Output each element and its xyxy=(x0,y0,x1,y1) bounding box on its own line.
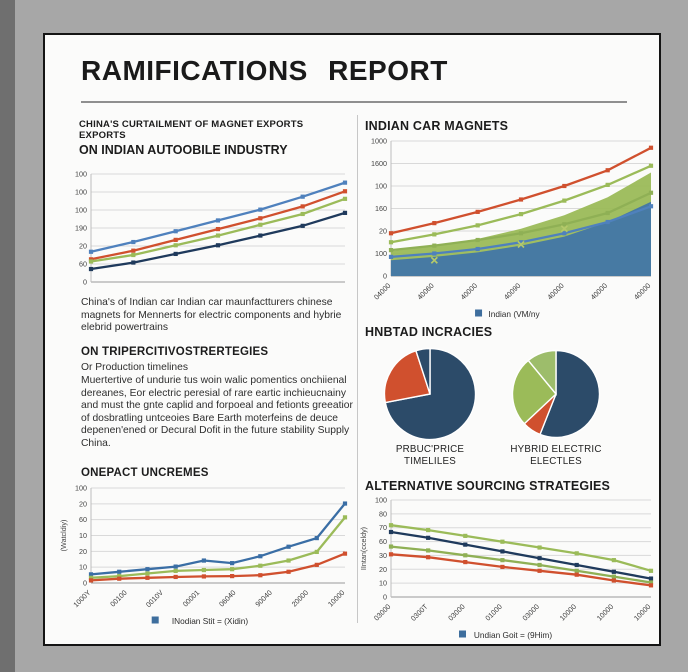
svg-text:100: 100 xyxy=(375,181,387,191)
svg-text:00100: 00100 xyxy=(108,588,129,609)
svg-text:00001: 00001 xyxy=(180,588,202,609)
svg-text:100: 100 xyxy=(75,187,87,197)
svg-text:60: 60 xyxy=(79,259,87,269)
page-title: RAMIFICATIONS REPORT xyxy=(81,55,448,86)
svg-text:80: 80 xyxy=(379,509,387,519)
svg-text:06040: 06040 xyxy=(217,588,238,609)
svg-text:60: 60 xyxy=(79,515,87,525)
svg-text:03000: 03000 xyxy=(371,602,393,623)
alternative-sourcing-chart xyxy=(359,494,659,642)
left-section2-heading: ON TRIPERCITIVOSTRERTEGIES xyxy=(81,346,269,358)
left-paragraph-2: Muertertive of undurie tus woin walic pomentics onchiienal dereanes, Eor electric peresial of rare eartic inchieucnainy and must the gnte caplid and forpoeal and fetionts greeatior of dosbratling untceoies Bare Earth moterfeins de deuce depenen'ened or Decural Dofit in the future stability Supply China. xyxy=(81,375,353,449)
svg-text:40000: 40000 xyxy=(545,281,566,302)
svg-text:40000: 40000 xyxy=(588,281,610,302)
svg-text:0: 0 xyxy=(383,271,387,281)
pie2-caption xyxy=(481,444,631,468)
left-section1-heading xyxy=(79,119,351,157)
svg-text:03000: 03000 xyxy=(520,602,541,623)
magnet-exports-impact-chart xyxy=(61,168,353,292)
pie2-caption-line2: ELECTLES xyxy=(530,456,582,468)
left-section1-line2: EXPORTS xyxy=(79,130,126,142)
svg-text:0: 0 xyxy=(83,277,87,287)
svg-text:01000: 01000 xyxy=(483,602,504,623)
svg-text:20000: 20000 xyxy=(289,588,311,609)
svg-text:20: 20 xyxy=(379,226,387,236)
svg-text:Undian Goit = (9Him): Undian Goit = (9Him) xyxy=(473,630,553,640)
right-section2-heading: HNBTAD INCRACIES xyxy=(365,325,493,339)
svg-text:10: 10 xyxy=(79,562,87,572)
svg-text:100: 100 xyxy=(75,483,87,493)
svg-text:160: 160 xyxy=(375,204,387,213)
onepact-uncremes-chart xyxy=(59,482,353,628)
svg-text:Indian (VM/ny: Indian (VM/ny xyxy=(488,309,540,319)
svg-text:1000: 1000 xyxy=(371,136,387,146)
svg-text:0: 0 xyxy=(83,578,87,588)
svg-text:10: 10 xyxy=(79,531,87,540)
title-divider xyxy=(81,101,627,103)
right-section3-heading: ALTERNATIVE SOURCING STRATEGIES xyxy=(365,479,611,493)
pie1-caption-line2: TIMELILES xyxy=(404,456,456,468)
svg-text:INodian Stit = (Xidin): INodian Stit = (Xidin) xyxy=(171,616,249,626)
svg-text:40060: 40060 xyxy=(415,281,436,302)
svg-text:100: 100 xyxy=(375,249,387,258)
report-page xyxy=(43,33,661,646)
background-left-strip xyxy=(0,0,15,672)
svg-text:40090: 40090 xyxy=(501,281,523,302)
svg-text:0300T: 0300T xyxy=(408,602,430,623)
svg-text:10000: 10000 xyxy=(325,588,347,609)
indian-car-magnets-chart xyxy=(361,135,659,321)
left-section1-line3: ON INDIAN AUTOOBILE INDUSTRY xyxy=(79,142,288,157)
svg-text:20: 20 xyxy=(79,499,87,509)
svg-text:10000: 10000 xyxy=(557,602,579,623)
svg-text:1000Y: 1000Y xyxy=(71,588,93,610)
svg-text:1600: 1600 xyxy=(371,159,387,168)
pie2-caption-line1: HYBRID ELECTRIC xyxy=(510,444,602,455)
left-section3-heading: ONEPACT UNCREMES xyxy=(81,467,209,479)
price-timelines-pie xyxy=(383,347,477,441)
svg-text:190: 190 xyxy=(75,223,87,233)
svg-text:04000: 04000 xyxy=(371,281,393,302)
svg-text:10000: 10000 xyxy=(594,602,616,623)
svg-text:(Watcldiy): (Watcldiy) xyxy=(59,519,68,552)
svg-text:40000: 40000 xyxy=(458,281,480,302)
svg-text:10000: 10000 xyxy=(631,602,653,623)
svg-text:20: 20 xyxy=(79,241,87,251)
svg-text:0: 0 xyxy=(383,592,387,602)
svg-text:60: 60 xyxy=(379,537,387,547)
svg-text:10: 10 xyxy=(379,578,387,588)
svg-text:IIntan(cceldy): IIntan(cceldy) xyxy=(359,526,368,571)
pie1-caption-line1: PRBUC'PRICE xyxy=(395,444,465,455)
svg-text:70: 70 xyxy=(379,523,387,533)
svg-text:03000: 03000 xyxy=(446,602,467,623)
left-paragraph-1: China's of Indian car Indian car maunfactturers chinese magnets for Mennerts for electric components and hybrie elebrid powertrains xyxy=(81,297,342,334)
right-section1-heading: INDIAN CAR MAGNETS xyxy=(365,119,509,133)
hybrid-electric-pie xyxy=(511,349,601,439)
left-paragraph-2-intro: Or Production timelines xyxy=(81,362,189,373)
left-section1-line1: CHINA'S CURTAILMENT OF MAGNET EXPORTS xyxy=(79,119,304,130)
svg-text:100: 100 xyxy=(75,205,87,215)
svg-text:20: 20 xyxy=(79,546,87,556)
svg-text:0010V: 0010V xyxy=(143,588,165,610)
svg-text:100: 100 xyxy=(375,495,387,505)
svg-text:90040: 90040 xyxy=(253,588,274,609)
svg-text:30: 30 xyxy=(379,550,387,560)
svg-text:20: 20 xyxy=(379,564,387,574)
column-divider xyxy=(357,115,358,623)
svg-text:40000: 40000 xyxy=(631,281,653,302)
svg-text:100: 100 xyxy=(75,169,87,179)
